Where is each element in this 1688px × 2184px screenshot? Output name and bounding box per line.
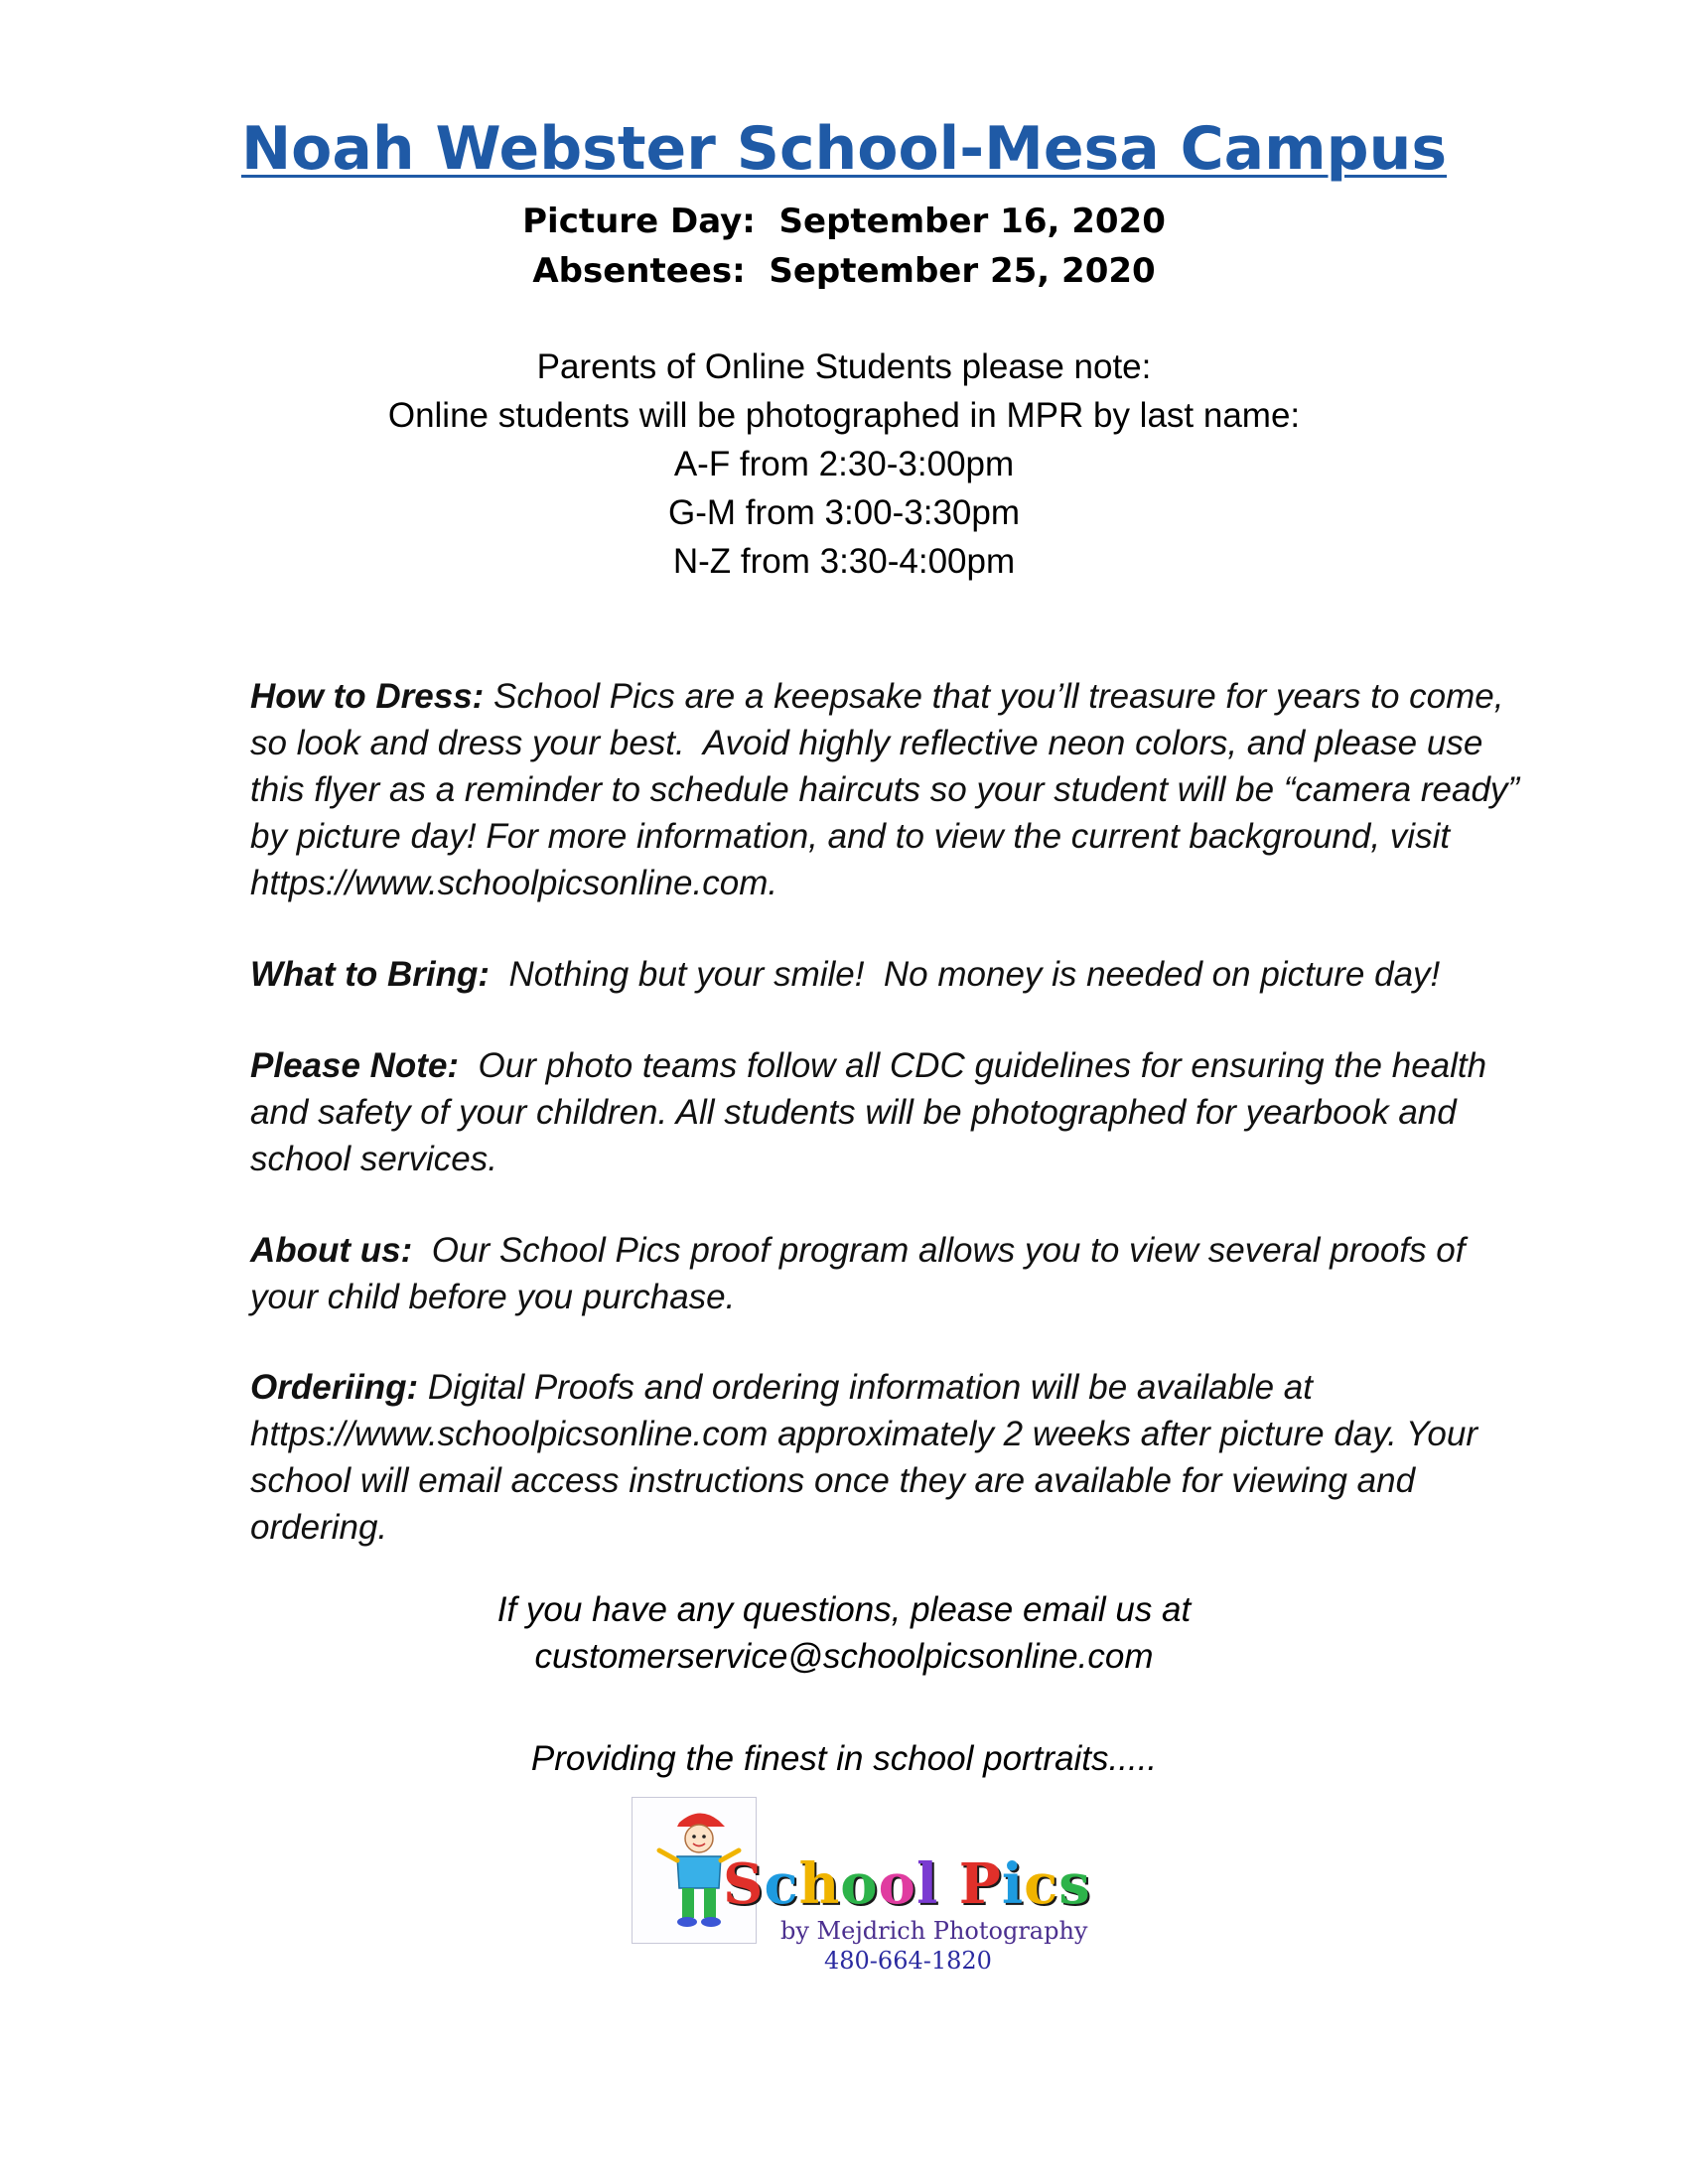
section-text: Our School Pics proof program allows you to view several proofs of your child before you purchase. [250,1231,1476,1316]
tagline: Providing the finest in school portraits..... [530,1739,1158,1778]
section-label: What to Bring: [250,955,491,994]
logo-subtitle: by Mejdrich Photography [780,1917,1088,1945]
time-slot: A-F from 2:30-3:00pm [673,445,1015,483]
logo-letter: c [1024,1851,1059,1917]
section-please-note [250,1042,1541,1182]
section-text: Digital Proofs and ordering information will be available at https://www.schoolpicsonline.com approximately 2 weeks after picture day. Your school will email access instructions once they are available for viewing and ordering. [250,1368,1487,1547]
section-text: Our photo teams follow all CDC guidelines for ensuring the health and safety of your children. All students will be photographed for yearbook and school services. [250,1046,1496,1178]
section-text: School Pics are a keepsake that you’ll treasure for years to come, so look and dress your best. Avoid highly reflective neon colors, and please use this flyer as a reminder to schedule haircuts so your student will be “camera ready” by picture day! For more information, and to view the current background, visit https://www.schoolpicsonline.com. [250,677,1529,902]
logo-letter: l [916,1851,939,1917]
contact-line: If you have any questions, please email us at [496,1590,1192,1629]
online-students-note [0,342,1688,586]
time-slot: G-M from 3:00-3:30pm [668,493,1020,532]
picture-day: Picture Day: September 16, 2020 [522,202,1166,241]
logo-letter: o [840,1851,879,1917]
time-slot: N-Z from 3:30-4:00pm [672,542,1016,581]
absentees-day: Absentees: September 25, 2020 [532,251,1156,291]
contact-block [0,1586,1688,1680]
page-title-text: Noah Webster School-Mesa Campus [240,114,1448,184]
section-how-to-dress [250,673,1541,906]
logo-letter: c [764,1851,799,1917]
section-about-us [250,1227,1541,1320]
dates-block [0,197,1688,296]
section-text: Nothing but your smile! No money is needed on picture day! [508,955,1441,994]
school-pics-logo [632,1789,1148,1975]
logo-letter: o [878,1851,916,1917]
online-note-line1: Parents of Online Students please note: [536,347,1152,386]
logo-letter: S [723,1851,765,1917]
contact-email[interactable]: customerservice@schoolpicsonline.com [534,1637,1154,1676]
section-ordering [250,1364,1541,1551]
logo-letter: s [1058,1851,1091,1917]
section-what-to-bring [250,951,1541,998]
section-label: Please Note: [250,1046,460,1085]
logo-letter [938,1852,959,1916]
logo-phone: 480-664-1820 [824,1947,992,1975]
logo-letter: i [1001,1851,1025,1917]
section-label: About us: [250,1231,413,1270]
logo-letter: P [958,1851,1002,1917]
logo-wordmark [723,1852,1091,1916]
online-note-line2: Online students will be photographed in MPR by last name: [387,396,1301,435]
logo-letter: h [798,1851,841,1917]
section-label: How to Dress: [250,677,485,716]
page-title [0,111,1688,187]
section-label: Orderiing: [250,1368,419,1407]
